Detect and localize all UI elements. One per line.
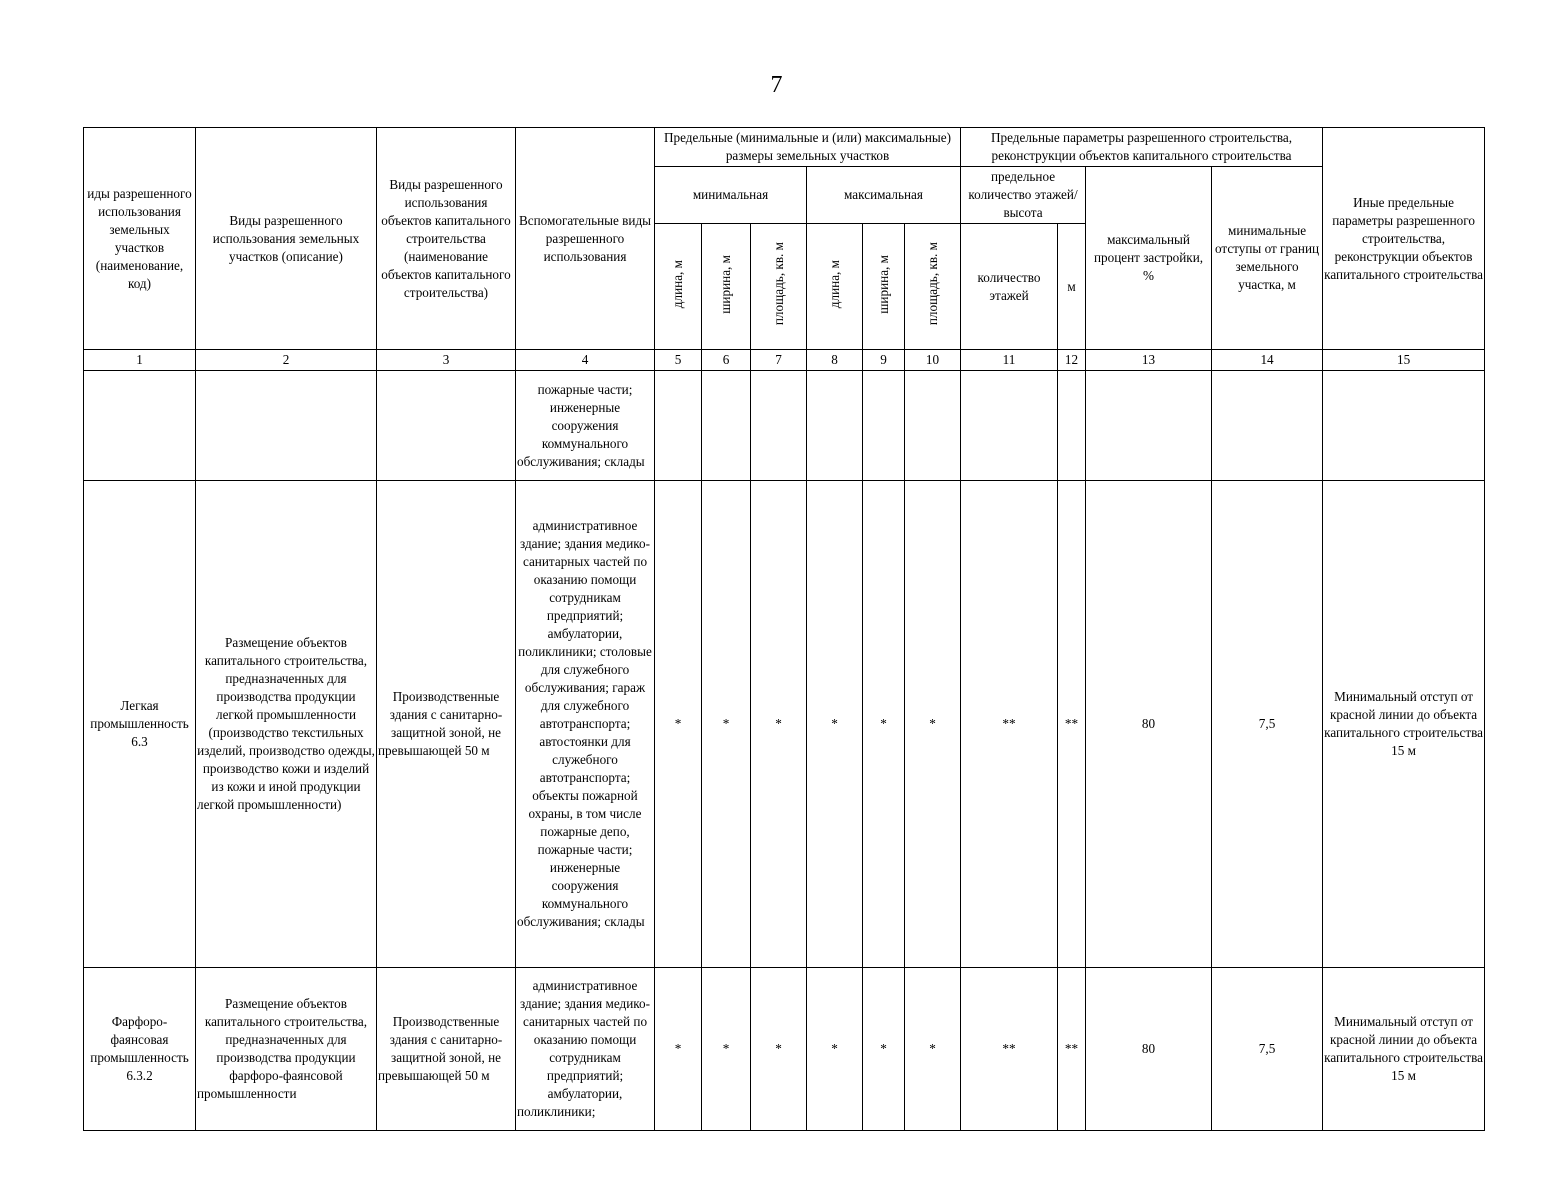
- cell-floors-count: [961, 371, 1058, 481]
- header-row: [84, 128, 1485, 167]
- header-min-area: площадь, кв. м: [751, 224, 807, 350]
- cell-building-use-types: [377, 371, 516, 481]
- header-maximal: максимальная: [807, 167, 961, 224]
- cell-other-parameters: [1323, 371, 1485, 481]
- header-floors-count: количество этажей: [961, 224, 1058, 350]
- cell-max-width: *: [863, 968, 905, 1131]
- cell-building-use-types: Производственные здания с санитарно-защитной зоной, не превышающей 50 м: [377, 968, 516, 1131]
- cell-height-m: **: [1058, 968, 1086, 1131]
- header-minimal: минимальная: [655, 167, 807, 224]
- cell-min-setbacks: [1212, 371, 1323, 481]
- cell-min-setbacks: 7,5: [1212, 481, 1323, 968]
- cell-min-area: [751, 371, 807, 481]
- column-number: 4: [516, 350, 655, 371]
- cell-min-length: [655, 371, 702, 481]
- header-floors-height: предельное количество этажей/высота: [961, 167, 1086, 224]
- cell-auxiliary-use: административное здание; здания медико-санитарных частей по оказанию помощи сотрудникам предприятий; амбулатории, поликлиники;: [516, 968, 655, 1131]
- cell-min-area: *: [751, 481, 807, 968]
- cell-max-percent: [1086, 371, 1212, 481]
- cell-max-length: *: [807, 968, 863, 1131]
- cell-max-area: *: [905, 968, 961, 1131]
- cell-height-m: **: [1058, 481, 1086, 968]
- header-max-width: ширина, м: [863, 224, 905, 350]
- table-row: [84, 968, 1485, 1131]
- header-min-setbacks: минимальные отступы от границ земельного участка, м: [1212, 167, 1323, 350]
- column-number: 11: [961, 350, 1058, 371]
- cell-land-use-code: [84, 371, 196, 481]
- cell-max-length: [807, 371, 863, 481]
- cell-land-use-description: Размещение объектов капитального строительства, предназначенных для производства продукции легкой промышленности (производство текстильных изделий, производство одежды, производство кожи и изделий из кожи и иной продукции легкой промышленности): [196, 481, 377, 968]
- cell-land-use-description: Размещение объектов капитального строительства, предназначенных для производства продукции фарфоро-фаянсовой промышленности: [196, 968, 377, 1131]
- header-land-use-description: Виды разрешенного использования земельных участков (описание): [196, 128, 377, 350]
- cell-land-use-description: [196, 371, 377, 481]
- cell-floors-count: **: [961, 481, 1058, 968]
- cell-min-width: *: [702, 481, 751, 968]
- column-number: 5: [655, 350, 702, 371]
- cell-max-width: [863, 371, 905, 481]
- header-min-width: ширина, м: [702, 224, 751, 350]
- column-number: 6: [702, 350, 751, 371]
- header-max-area: площадь, кв. м: [905, 224, 961, 350]
- cell-other-parameters: Минимальный отступ от красной линии до объекта капитального строительства 15 м: [1323, 968, 1485, 1131]
- page-number: 7: [770, 72, 783, 98]
- cell-min-length: *: [655, 481, 702, 968]
- cell-max-length: *: [807, 481, 863, 968]
- column-number: 12: [1058, 350, 1086, 371]
- zoning-regulations-table: [83, 127, 1485, 1131]
- cell-floors-count: **: [961, 968, 1058, 1131]
- header-plot-sizes: Предельные (минимальные и (или) максимальные) размеры земельных участков: [655, 128, 961, 167]
- cell-height-m: [1058, 371, 1086, 481]
- cell-min-area: *: [751, 968, 807, 1131]
- table-row: [84, 371, 1485, 481]
- header-auxiliary-use: Вспомогательные виды разрешенного использования: [516, 128, 655, 350]
- column-number: 13: [1086, 350, 1212, 371]
- column-number: 8: [807, 350, 863, 371]
- cell-min-length: *: [655, 968, 702, 1131]
- column-number: 1: [84, 350, 196, 371]
- column-number: 7: [751, 350, 807, 371]
- table-row: [84, 481, 1485, 968]
- cell-auxiliary-use: пожарные части; инженерные сооружения коммунального обслуживания; склады: [516, 371, 655, 481]
- cell-max-percent: 80: [1086, 968, 1212, 1131]
- cell-land-use-code: Фарфоро-фаянсовая промышленность 6.3.2: [84, 968, 196, 1131]
- cell-max-area: [905, 371, 961, 481]
- cell-min-width: [702, 371, 751, 481]
- header-building-parameters: Предельные параметры разрешенного строительства, реконструкции объектов капитального строительства: [961, 128, 1323, 167]
- cell-auxiliary-use: административное здание; здания медико-санитарных частей по оказанию помощи сотрудникам предприятий; амбулатории, поликлиники; столовые для служебного обслуживания; гараж для служебного автотранспорта; автостоянки для служебного автотранспорта; объекты пожарной охраны, в том числе пожарные депо, пожарные части; инженерные сооружения коммунального обслуживания; склады: [516, 481, 655, 968]
- header-other-parameters: Иные предельные параметры разрешенного строительства, реконструкции объектов капитального строительства: [1323, 128, 1485, 350]
- cell-max-width: *: [863, 481, 905, 968]
- header-building-use-types: Виды разрешенного использования объектов капитального строительства (наименование объектов капитального строительства): [377, 128, 516, 350]
- cell-max-area: *: [905, 481, 961, 968]
- column-number: 14: [1212, 350, 1323, 371]
- column-numbers-row: [84, 350, 1485, 371]
- column-number: 10: [905, 350, 961, 371]
- column-number: 9: [863, 350, 905, 371]
- header-min-length: длина, м: [655, 224, 702, 350]
- cell-max-percent: 80: [1086, 481, 1212, 968]
- cell-building-use-types: Производственные здания с санитарно-защитной зоной, не превышающей 50 м: [377, 481, 516, 968]
- cell-other-parameters: Минимальный отступ от красной линии до объекта капитального строительства 15 м: [1323, 481, 1485, 968]
- cell-land-use-code: Легкая промышленность 6.3: [84, 481, 196, 968]
- column-number: 3: [377, 350, 516, 371]
- header-max-percent: максимальный процент застройки, %: [1086, 167, 1212, 350]
- column-number: 15: [1323, 350, 1485, 371]
- column-number: 2: [196, 350, 377, 371]
- header-land-use-code: иды разрешенного использования земельных участков (наименование, код): [84, 128, 196, 350]
- cell-min-setbacks: 7,5: [1212, 968, 1323, 1131]
- header-max-length: длина, м: [807, 224, 863, 350]
- header-meters: м: [1058, 224, 1086, 350]
- cell-min-width: *: [702, 968, 751, 1131]
